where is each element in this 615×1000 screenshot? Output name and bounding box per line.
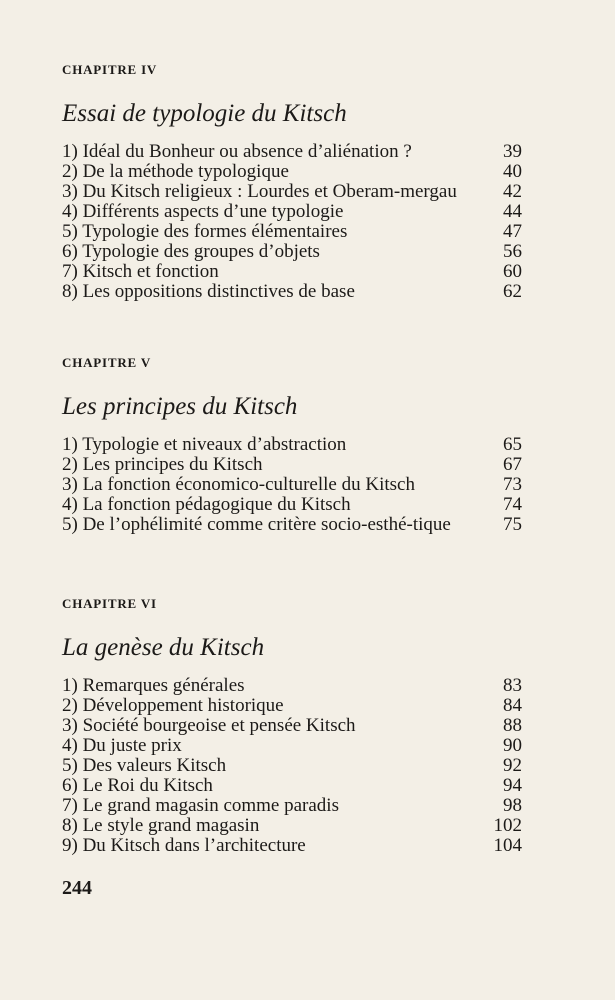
toc-entry-page: 74	[503, 494, 522, 515]
toc-entry-text: 9) Du Kitsch dans l’architecture	[62, 835, 306, 856]
toc-entry-page: 88	[503, 715, 522, 736]
toc-entry-text: 8) Le style grand magasin	[62, 815, 260, 836]
toc-entry-text: 1) Idéal du Bonheur ou absence d’aliénation ?	[62, 141, 412, 162]
toc-entry-page: 62	[503, 281, 522, 302]
toc-entry-page: 44	[503, 201, 522, 222]
toc-entry-text: 5) Typologie des formes élémentaires	[62, 221, 348, 242]
toc-entry-text: 1) Remarques générales	[62, 675, 245, 696]
toc-entry-page: 56	[503, 241, 522, 262]
toc-entry-page: 75	[503, 514, 522, 535]
chapter-title: Les principes du Kitsch	[62, 393, 298, 420]
toc-entry-page: 67	[503, 454, 522, 475]
toc-entry	[62, 262, 522, 282]
toc-entry	[62, 696, 522, 716]
toc-entry-text: 6) Le Roi du Kitsch	[62, 775, 213, 796]
toc-entry-page: 73	[503, 474, 522, 495]
toc-entry-page: 39	[503, 141, 522, 162]
toc-entry	[62, 716, 522, 736]
toc-entry	[62, 796, 522, 816]
toc-entry	[62, 162, 522, 182]
toc-entry	[62, 222, 522, 242]
toc-entry-text: 3) Société bourgeoise et pensée Kitsch	[62, 715, 356, 736]
toc-entry	[62, 776, 522, 796]
toc-entry-text: 4) La fonction pédagogique du Kitsch	[62, 494, 351, 515]
chapter-label: CHAPITRE IV	[62, 62, 158, 77]
toc-entry	[62, 455, 522, 475]
toc-entry	[62, 142, 522, 162]
chapter-title: La genèse du Kitsch	[62, 634, 265, 661]
toc-entry-text: 1) Typologie et niveaux d’abstraction	[62, 434, 347, 455]
toc-entry-page: 104	[493, 835, 522, 856]
toc-entry	[62, 756, 522, 776]
toc-entry-text: 2) Les principes du Kitsch	[62, 454, 263, 475]
toc-list	[62, 676, 522, 856]
chapter-v	[62, 355, 522, 535]
toc-entry-page: 92	[503, 755, 522, 776]
chapter-vi	[62, 596, 522, 856]
toc-entry	[62, 836, 522, 856]
toc-entry-page: 83	[503, 675, 522, 696]
page-number: 244	[62, 877, 92, 899]
chapter-iv	[62, 62, 522, 302]
toc-entry	[62, 242, 522, 262]
toc-entry-text: 5) Des valeurs Kitsch	[62, 755, 227, 776]
toc-entry-page: 47	[503, 221, 522, 242]
toc-entry	[62, 182, 522, 202]
toc-entry-text: 4) Du juste prix	[62, 735, 182, 756]
toc-entry	[62, 475, 522, 495]
toc-entry-text: 2) De la méthode typologique	[62, 161, 289, 182]
toc-entry-text: 5) De l’ophélimité comme critère socio-esthé-tique	[62, 514, 451, 535]
toc-list	[62, 435, 522, 535]
toc-entry	[62, 676, 522, 696]
toc-entry-page: 65	[503, 434, 522, 455]
toc-entry	[62, 816, 522, 836]
toc-entry	[62, 495, 522, 515]
toc-entry-text: 7) Le grand magasin comme paradis	[62, 795, 339, 816]
toc-entry-page: 98	[503, 795, 522, 816]
toc-entry-text: 2) Développement historique	[62, 695, 284, 716]
toc-list	[62, 142, 522, 302]
toc-entry-page: 94	[503, 775, 522, 796]
toc-entry-text: 7) Kitsch et fonction	[62, 261, 219, 282]
toc-entry	[62, 435, 522, 455]
toc-entry	[62, 202, 522, 222]
toc-entry	[62, 282, 522, 302]
toc-entry-text: 3) Du Kitsch religieux : Lourdes et Oberam-mergau	[62, 181, 457, 202]
toc-entry-page: 40	[503, 161, 522, 182]
toc-entry-page: 84	[503, 695, 522, 716]
toc-entry	[62, 515, 522, 535]
toc-entry-page: 60	[503, 261, 522, 282]
toc-entry-page: 90	[503, 735, 522, 756]
toc-entry	[62, 736, 522, 756]
chapter-label: CHAPITRE VI	[62, 596, 157, 611]
toc-entry-text: 3) La fonction économico-culturelle du Kitsch	[62, 474, 415, 495]
toc-entry-text: 6) Typologie des groupes d’objets	[62, 241, 320, 262]
toc-entry-text: 4) Différents aspects d’une typologie	[62, 201, 344, 222]
toc-entry-page: 42	[503, 181, 522, 202]
toc-entry-page: 102	[493, 815, 522, 836]
chapter-title: Essai de typologie du Kitsch	[62, 100, 347, 127]
toc-entry-text: 8) Les oppositions distinctives de base	[62, 281, 355, 302]
chapter-label: CHAPITRE V	[62, 355, 152, 370]
